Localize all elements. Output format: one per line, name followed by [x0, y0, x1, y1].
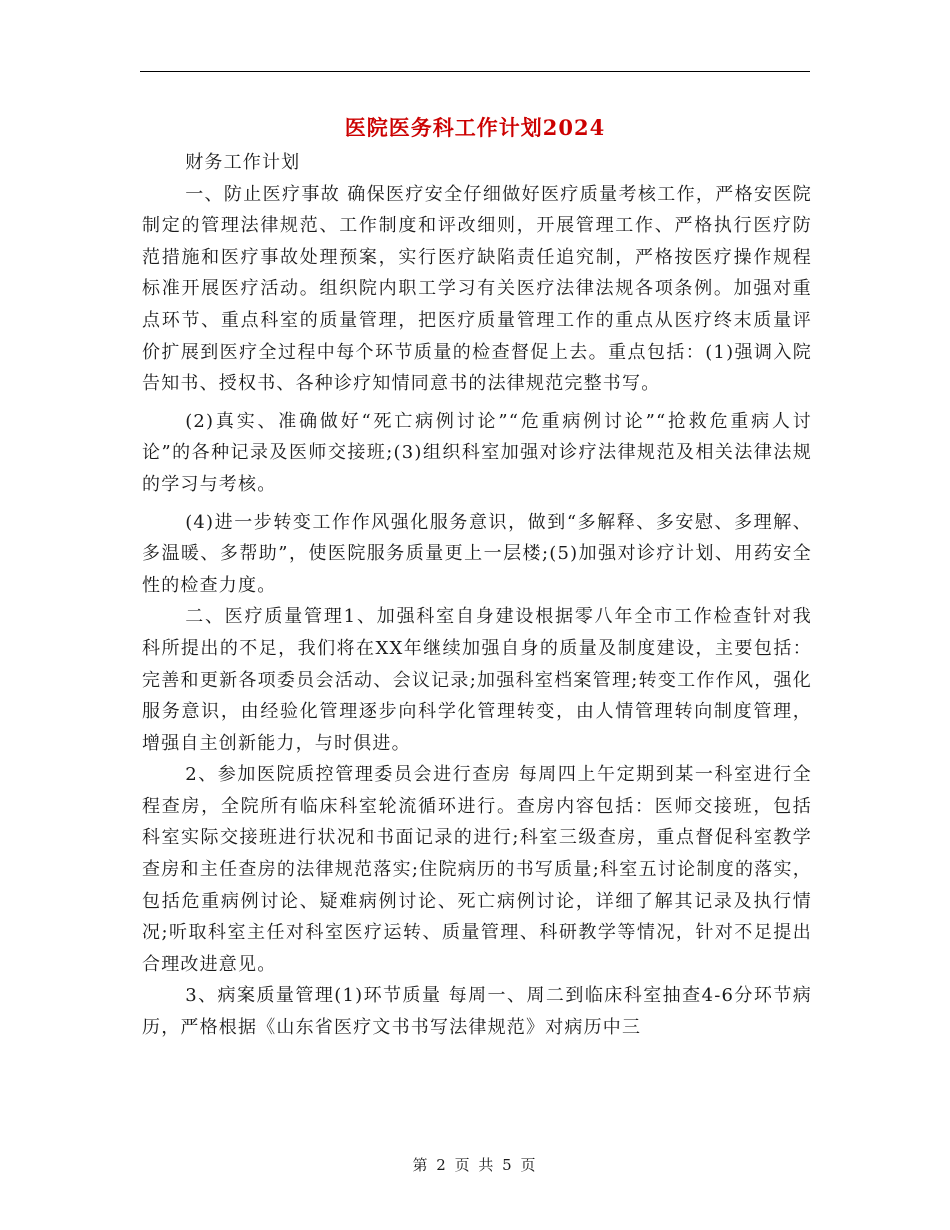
document-body: [142, 147, 812, 1044]
paragraph: 2、参加医院质控管理委员会进行查房 每周四上午定期到某一科室进行全程查房，全院所有临床科室轮流循环进行。查房内容包括：医师交接班，包括科室实际交接班进行状况和书面记录的进行;科室三级查房，重点督促科室教学查房和主任查房的法律规范落实;住院病历的书写质量;科室五讨论制度的落实，包括危重病例讨论、疑难病例讨论、死亡病例讨论，详细了解其记录及执行情况;听取科室主任对科室医疗运转、质量管理、科研教学等情况，针对不足提出合理改进意见。: [142, 764, 812, 975]
paragraph: (2)真实、准确做好“死亡病例讨论”“危重病例讨论”“抢救危重病人讨论”的各种记录及医师交接班;(3)组织科室加强对诊疗法律规范及相关法律法规的学习与考核。: [142, 410, 812, 495]
paragraph: (4)进一步转变工作作风强化服务意识，做到“多解释、多安慰、多理解、多温暖、多帮助”，使医院服务质量更上一层楼;(5)加强对诊疗计划、用药安全性的检查力度。: [142, 511, 812, 596]
header-rule: [140, 71, 810, 72]
section-heading: 财务工作计划: [185, 152, 301, 173]
document-title: 医院医务科工作计划2024: [344, 115, 606, 140]
paragraph: 二、医疗质量管理1、加强科室自身建设根据零八年全市工作检查针对我科所提出的不足，我们将在XX年继续加强自身的质量及制度建设，主要包括：完善和更新各项委员会活动、会议记录;加强科室档案管理;转变工作作风，强化服务意识，由经验化管理逐步向科学化管理转变，由人情管理转向制度管理，增强自主创新能力，与时俱进。: [142, 606, 812, 754]
page-number: 第 2 页 共 5 页: [412, 1156, 538, 1174]
paragraph: 一、防止医疗事故 确保医疗安全仔细做好医疗质量考核工作，严格安医院制定的管理法律规范、工作制度和评改细则，开展管理工作、严格执行医疗防范措施和医疗事故处理预案，实行医疗缺陷责任追究制，严格按医疗操作规程标准开展医疗活动。组织院内职工学习有关医疗法律法规各项条例。加强对重点环节、重点科室的质量管理，把医疗质量管理工作的重点从医疗终末质量评价扩展到医疗全过程中每个环节质量的检查督促上去。重点包括：(1)强调入院告知书、授权书、各种诊疗知情同意书的法律规范完整书写。: [142, 183, 812, 395]
paragraph: 3、病案质量管理(1)环节质量 每周一、周二到临床科室抽查4-6分环节病历，严格根据《山东省医疗文书书写法律规范》对病历中三: [142, 985, 812, 1039]
